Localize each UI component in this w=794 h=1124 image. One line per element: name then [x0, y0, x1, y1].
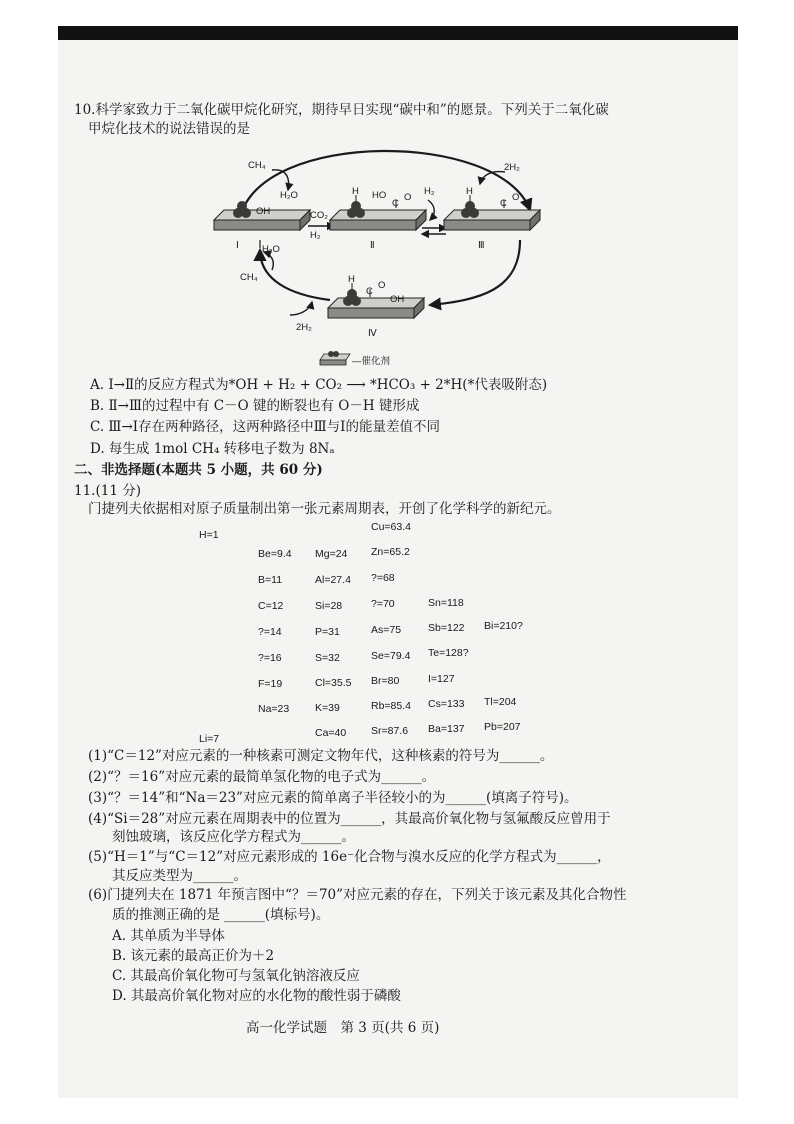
q11-sub5-line2: 其反应类型为______。 [112, 868, 247, 884]
plate-III [444, 201, 540, 230]
page-footer: 高一化学试题 第 3 页(共 6 页) [246, 1020, 440, 1036]
table-cell: F=19 [258, 678, 283, 690]
table-cell: S=32 [315, 652, 340, 664]
table-cell: Si=28 [315, 600, 343, 612]
table-cell: Sr=87.6 [371, 725, 409, 737]
q11-header: 11.(11 分) [74, 483, 141, 499]
label-II: Ⅱ [370, 240, 375, 251]
label-h2o-left: H₂O [262, 244, 280, 255]
label-s2-h: H [352, 186, 359, 197]
scan-top-edge [58, 26, 738, 40]
legend-catalyst-label: —催化剂 [352, 356, 391, 367]
label-ch4-left: CH₄ [240, 272, 258, 283]
cycle-arc-left [260, 250, 330, 300]
label-s3-c: C [500, 198, 507, 209]
table-cell: Zn=65.2 [371, 546, 410, 558]
q10-stem-line1: 10.科学家致力于二氧化碳甲烷化研究，期待早日实现“碳中和”的愿景。下列关于二氧化碳 [74, 102, 609, 118]
table-cell: Cs=133 [428, 698, 465, 710]
label-h2o-top: H₂O [280, 190, 298, 201]
label-s4-c: C [366, 286, 373, 297]
catalyst-legend-icon [320, 351, 350, 365]
q11-intro: 门捷列夫依据相对原子质量制出第一张元素周期表，开创了化学科学的新纪元。 [88, 501, 561, 517]
label-oh-I: OH [256, 206, 271, 217]
table-cell: Ba=137 [428, 723, 465, 735]
label-s2-c: C [392, 198, 399, 209]
label-s2-ho: HO [372, 190, 387, 201]
q11-sub5-line1: (5)“H＝1”与“C＝12”对应元素形成的 16e⁻化合物与溴水反应的化学方程式为______， [88, 849, 611, 865]
q11-sub1: (1)“C＝12”对应元素的一种核素可测定文物年代，这种核素的符号为______。 [88, 748, 554, 764]
label-2h2-top: 2H₂ [504, 162, 520, 173]
q11-sub6-option-a: A. 其单质为半导体 [112, 928, 225, 944]
table-cell: B=11 [258, 574, 283, 586]
table-cell: Br=80 [371, 675, 400, 687]
h2-in-arrow-mid [428, 200, 434, 220]
label-s3-h: H [466, 186, 473, 197]
table-cell: Be=9.4 [258, 548, 292, 560]
q10-option-b: B. Ⅱ→Ⅲ的过程中有 C－O 键的断裂也有 O－H 键形成 [90, 398, 420, 414]
plate-II [330, 201, 426, 230]
label-s4-h: H [348, 274, 355, 285]
q11-sub4-line1: (4)“Si＝28”对应元素在周期表中的位置为______，其最高价氧化物与氢氟酸反应曾用于 [88, 811, 611, 827]
label-s4-o: O [378, 280, 386, 291]
q11-sub4-line2: 刻蚀玻璃，该反应化学方程式为______。 [112, 829, 355, 845]
label-IV: Ⅳ [368, 328, 377, 339]
table-cell: Pb=207 [484, 721, 521, 733]
table-cell: Tl=204 [484, 696, 517, 708]
table-cell: ?=70 [371, 598, 395, 610]
q10-option-c: C. Ⅲ→Ⅰ存在两种路径，这两种路径中Ⅲ与Ⅰ的能量差值不同 [90, 419, 440, 435]
table-cell: Se=79.4 [371, 650, 411, 662]
label-h2-arrow: H₂ [310, 230, 321, 241]
label-ch4-top: CH₄ [248, 160, 266, 171]
table-cell: Sn=118 [428, 597, 464, 609]
q11-sub6-line2: 质的推测正确的是 ______(填标号)。 [112, 907, 330, 923]
table-cell: K=39 [315, 702, 340, 714]
label-I: Ⅰ [236, 240, 239, 251]
table-cell: ?=16 [258, 652, 282, 664]
label-III: Ⅲ [478, 240, 485, 251]
plate-IV [328, 289, 424, 318]
label-s3-o: O [512, 192, 520, 203]
table-cell: Rb=85.4 [371, 700, 411, 712]
table-cell: ?=14 [258, 626, 282, 638]
table-cell: Al=27.4 [315, 574, 351, 586]
co2-methanation-cycle-diagram [200, 140, 580, 380]
table-cell: Sb=122 [428, 622, 465, 634]
q11-sub6-option-d: D. 其最高价氧化物对应的水化物的酸性弱于磷酸 [112, 988, 401, 1004]
table-cell: P=31 [315, 626, 340, 638]
q10-stem-line2: 甲烷化技术的说法错误的是 [88, 121, 250, 137]
table-cell: Na=23 [258, 703, 290, 715]
table-cell: Ca=40 [315, 727, 347, 739]
table-cell: C=12 [258, 600, 284, 612]
label-co2: CO₂ [310, 210, 328, 221]
label-s2-o: O [404, 192, 412, 203]
q11-sub2: (2)“？＝16”对应元素的最简单氢化物的电子式为______。 [88, 769, 436, 785]
table-cell: Cl=35.5 [315, 677, 352, 689]
table-cell: Bi=210? [484, 620, 523, 632]
section-heading: 二、非选择题(本题共 5 小题，共 60 分) [74, 462, 323, 478]
table-cell: I=127 [428, 673, 455, 685]
table-cell: Li=7 [199, 733, 220, 745]
table-cell: ?=68 [371, 572, 395, 584]
q10-option-a: A. Ⅰ→Ⅱ的反应方程式为*OH + H₂ + CO₂ ⟶ *HCO₃ + 2*H(*代表吸附态) [90, 377, 548, 393]
table-cell: As=75 [371, 624, 402, 636]
q11-sub6-option-b: B. 该元素的最高正价为＋2 [112, 948, 275, 964]
table-cell: Mg=24 [315, 548, 348, 560]
q11-sub3: (3)“？＝14”和“Na＝23”对应元素的简单离子半径较小的为______(填离子符号)。 [88, 790, 578, 806]
h2-in-arrow-bottom [290, 302, 312, 315]
q11-sub6-option-c: C. 其最高价氧化物可与氢氧化钠溶液反应 [112, 968, 360, 984]
label-s4-oh: OH [390, 294, 405, 305]
q11-sub6-line1: (6)门捷列夫在 1871 年预言图中“？＝70”对应元素的存在，下列关于该元素及其化合物性 [88, 887, 627, 903]
q10-option-d: D. 每生成 1mol CH₄ 转移电子数为 8Nₐ [90, 441, 335, 457]
cycle-arc-top [240, 151, 530, 218]
table-cell: Te=128? [428, 647, 469, 659]
label-2h2-bottom: 2H₂ [296, 322, 312, 333]
table-cell: Cu=63.4 [371, 521, 411, 533]
cycle-arc-right [430, 240, 520, 305]
table-cell: H=1 [199, 529, 219, 541]
label-h2-mid: H₂ [424, 186, 435, 197]
